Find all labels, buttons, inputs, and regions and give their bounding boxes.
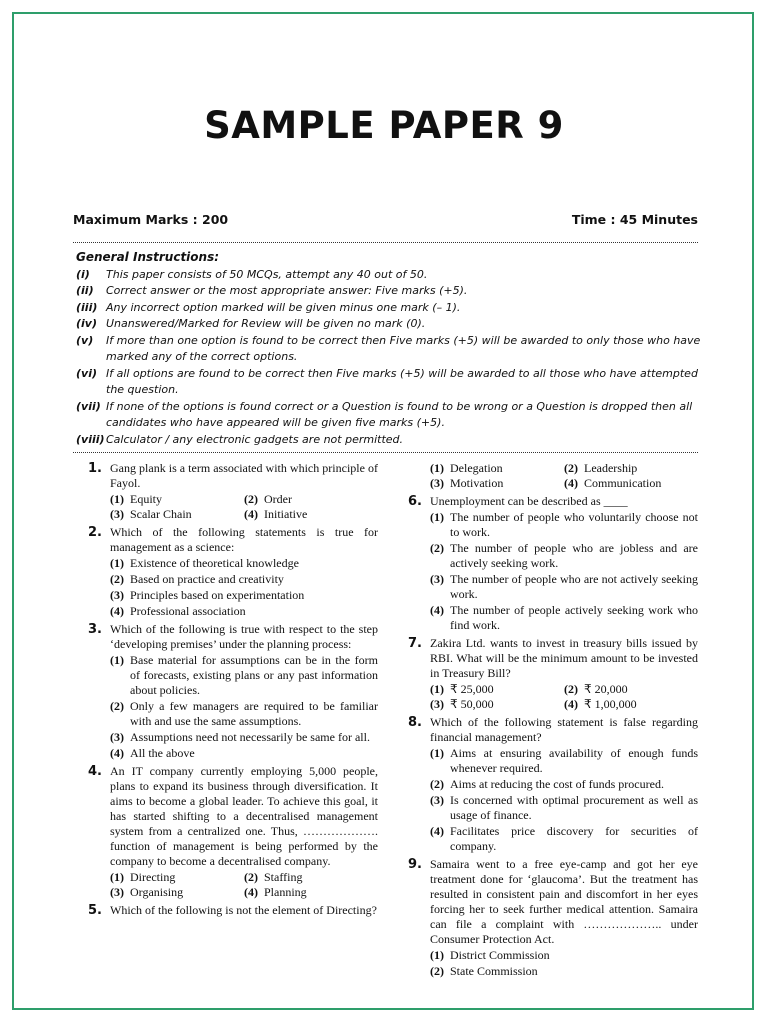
answer-option xyxy=(110,870,244,885)
instruction-text: Correct answer or the most appropriate answer: Five marks (+5). xyxy=(106,284,468,297)
instruction-text: If none of the options is found correct or a Question is found to be wrong or a Question is dropped then all candidates who have appeared will be given five marks (+5). xyxy=(106,399,693,429)
answer-option xyxy=(110,885,244,900)
question-5 xyxy=(88,903,378,918)
answer-option xyxy=(430,461,564,476)
option-number: (4) xyxy=(244,507,258,521)
question-number: 8. xyxy=(408,715,422,730)
answer-option xyxy=(430,541,698,571)
option-text: ₹ 50,000 xyxy=(450,697,494,711)
answer-option xyxy=(430,793,698,823)
answer-option xyxy=(430,777,698,792)
instruction-text: If all options are found to be correct then Five marks (+5) will be awarded to all those who have attempted the question. xyxy=(106,366,698,396)
instruction-number: (v) xyxy=(76,333,94,347)
answer-option xyxy=(110,556,378,571)
option-text: District Commission xyxy=(450,948,550,962)
instruction-text: Any incorrect option marked will be given minus one mark (– 1). xyxy=(106,300,461,314)
instruction-number: (vii) xyxy=(76,399,101,413)
option-number: (1) xyxy=(110,492,124,506)
question-number: 4. xyxy=(88,764,102,779)
instruction-number: (vi) xyxy=(76,366,97,380)
question-4 xyxy=(88,764,378,900)
answer-option xyxy=(564,476,698,491)
answer-option xyxy=(430,510,698,540)
question-text: An IT company currently employing 5,000 people, plans to expand its business through diversification. It aims to become a global leader. To achieve this goal, it has started shifting to a decentralised management system from a centralized one. Thus, ………………. function of management is being performed by the company to become a decentralised company. xyxy=(110,764,378,868)
option-text: Delegation xyxy=(450,461,503,475)
answer-option xyxy=(564,697,698,712)
instruction-number: (viii) xyxy=(76,432,105,446)
instruction-text: Unanswered/Marked for Review will be given no mark (0). xyxy=(106,317,426,330)
option-number: (4) xyxy=(430,603,444,617)
answer-option xyxy=(110,604,378,619)
option-number: (1) xyxy=(430,510,444,524)
option-text: The number of people who are jobless and are actively seeking work. xyxy=(450,541,698,570)
question-text: Samaira went to a free eye-camp and got her eye treatment done for ‘glaucoma’. But the treatment has resulted in consistent pain and discomfort in her eyes forcing her to seek further medical attention. Samaira can file a complaint with ……………….. under Consumer Protection Act. xyxy=(430,857,698,946)
option-text: Equity xyxy=(130,492,162,506)
option-text: Communication xyxy=(584,476,662,490)
answer-option xyxy=(244,870,378,885)
option-number: (3) xyxy=(430,697,444,711)
option-number: (2) xyxy=(430,541,444,555)
answer-option xyxy=(110,746,378,761)
answer-option xyxy=(430,824,698,854)
answer-option xyxy=(110,588,378,603)
answer-option xyxy=(430,476,564,491)
option-number: (4) xyxy=(244,885,258,899)
answer-option xyxy=(430,697,564,712)
option-number: (2) xyxy=(564,461,578,475)
answer-option xyxy=(430,572,698,602)
answer-option xyxy=(564,461,698,476)
instruction-item xyxy=(76,283,701,300)
option-text: Facilitates price discovery for securities of company. xyxy=(450,824,698,853)
option-text: Scalar Chain xyxy=(130,507,192,521)
question-number: 6. xyxy=(408,494,422,509)
right-column xyxy=(408,461,698,982)
option-text: Existence of theoretical knowledge xyxy=(130,556,299,570)
question-7 xyxy=(408,636,698,712)
time-allowed: Time : 45 Minutes xyxy=(571,212,698,227)
option-text: ₹ 1,00,000 xyxy=(584,697,637,711)
option-number: (1) xyxy=(430,948,444,962)
option-number: (3) xyxy=(430,793,444,807)
question-text: Which of the following statements is true for management as a science: xyxy=(110,525,378,554)
instruction-number: (i) xyxy=(76,267,90,281)
option-number: (2) xyxy=(110,699,124,713)
instruction-number: (iii) xyxy=(76,300,98,314)
answer-option xyxy=(430,746,698,776)
option-number: (1) xyxy=(110,653,124,667)
answer-option xyxy=(564,682,698,697)
option-number: (3) xyxy=(110,588,124,602)
instruction-text: If more than one option is found to be correct then Five marks (+5) will be awarded to only those who have marked any of the correct options. xyxy=(106,333,701,363)
question-text: Which of the following statement is false regarding financial management? xyxy=(430,715,698,744)
instruction-text: This paper consists of 50 MCQs, attempt any 40 out of 50. xyxy=(106,267,428,281)
answer-option xyxy=(110,730,378,745)
page-title: SAMPLE PAPER 9 xyxy=(204,104,564,147)
instruction-number: (ii) xyxy=(76,284,94,297)
option-number: (4) xyxy=(110,604,124,618)
question-number: 9. xyxy=(408,857,422,872)
question-text: Which of the following is true with respect to the step ‘developing premises’ under the planning process: xyxy=(110,622,378,651)
option-text: Based on practice and creativity xyxy=(130,572,284,586)
option-text: ₹ 20,000 xyxy=(584,682,628,696)
question-text: Gang plank is a term associated with which principle of Fayol. xyxy=(110,461,378,490)
option-number: (2) xyxy=(110,572,124,586)
instruction-item xyxy=(76,300,701,317)
option-number: (2) xyxy=(244,492,258,506)
option-text: The number of people who voluntarily choose not to work. xyxy=(450,510,698,539)
question-text: Which of the following is not the element of Directing? xyxy=(110,903,377,917)
option-number: (1) xyxy=(430,746,444,760)
option-number: (1) xyxy=(430,461,444,475)
maximum-marks: Maximum Marks : 200 xyxy=(73,212,229,227)
question-6 xyxy=(408,494,698,633)
instruction-item xyxy=(76,432,701,449)
option-number: (3) xyxy=(430,572,444,586)
question-number: 2. xyxy=(88,525,102,540)
option-text: The number of people who are not actively seeking work. xyxy=(450,572,698,601)
left-column xyxy=(88,461,378,921)
option-text: Base material for assumptions can be in the form of forecasts, existing plans or any past information about policies. xyxy=(130,653,378,697)
divider xyxy=(73,452,698,453)
option-text: The number of people actively seeking work who find work. xyxy=(450,603,698,632)
answer-option xyxy=(110,572,378,587)
option-number: (4) xyxy=(564,697,578,711)
instruction-number: (iv) xyxy=(76,317,97,330)
question-number: 3. xyxy=(88,622,102,637)
option-number: (2) xyxy=(244,870,258,884)
general-instructions xyxy=(76,249,701,448)
option-text: State Commission xyxy=(450,964,538,978)
option-text: Order xyxy=(264,492,292,506)
option-text: Only a few managers are required to be familiar with and use the same assumptions. xyxy=(130,699,378,728)
option-text: Aims at ensuring availability of enough funds whenever required. xyxy=(450,746,698,775)
question-2 xyxy=(88,525,378,619)
option-number: (2) xyxy=(564,682,578,696)
option-number: (1) xyxy=(110,870,124,884)
answer-option xyxy=(110,507,244,522)
option-number: (2) xyxy=(430,964,444,978)
option-number: (1) xyxy=(430,682,444,696)
answer-option xyxy=(110,699,378,729)
question-3 xyxy=(88,622,378,761)
option-number: (3) xyxy=(110,507,124,521)
question-number: 1. xyxy=(88,461,102,476)
answer-option xyxy=(430,948,698,963)
option-number: (4) xyxy=(564,476,578,490)
question-text: Zakira Ltd. wants to invest in treasury bills issued by RBI. What will be the minimum amount to be invested in Treasury Bill? xyxy=(430,636,698,680)
option-text: Motivation xyxy=(450,476,504,490)
option-text: Is concerned with optimal procurement as well as usage of finance. xyxy=(450,793,698,822)
option-text: All the above xyxy=(130,746,195,760)
answer-option xyxy=(110,492,244,507)
option-text: ₹ 25,000 xyxy=(450,682,494,696)
option-number: (4) xyxy=(430,824,444,838)
divider xyxy=(73,242,698,243)
option-text: Aims at reducing the cost of funds procured. xyxy=(450,777,664,791)
question-1 xyxy=(88,461,378,522)
instruction-item xyxy=(76,366,701,399)
answer-option xyxy=(244,507,378,522)
option-text: Leadership xyxy=(584,461,638,475)
answer-option xyxy=(110,653,378,698)
answer-option xyxy=(244,885,378,900)
question-text: Unemployment can be described as ____ xyxy=(430,494,628,508)
instruction-item xyxy=(76,333,701,366)
question-8 xyxy=(408,715,698,854)
option-number: (2) xyxy=(430,777,444,791)
option-number: (3) xyxy=(430,476,444,490)
option-number: (3) xyxy=(110,730,124,744)
question-number: 5. xyxy=(88,903,102,918)
question-number: 7. xyxy=(408,636,422,651)
option-number: (1) xyxy=(110,556,124,570)
option-text: Professional association xyxy=(130,604,246,618)
instructions-heading: General Instructions: xyxy=(76,250,220,264)
option-text: Staffing xyxy=(264,870,303,884)
answer-option xyxy=(430,964,698,979)
option-text: Directing xyxy=(130,870,176,884)
instruction-item xyxy=(76,316,701,333)
option-text: Principles based on experimentation xyxy=(130,588,305,602)
option-text: Planning xyxy=(264,885,307,899)
instruction-text: Calculator / any electronic gadgets are not permitted. xyxy=(106,432,404,446)
question-9 xyxy=(408,857,698,979)
instruction-item xyxy=(76,399,701,432)
option-number: (3) xyxy=(110,885,124,899)
question-5-options xyxy=(430,461,698,491)
option-text: Assumptions need not necessarily be same for all. xyxy=(130,730,370,744)
answer-option xyxy=(244,492,378,507)
instruction-item xyxy=(76,267,701,284)
answer-option xyxy=(430,682,564,697)
answer-option xyxy=(430,603,698,633)
option-text: Initiative xyxy=(264,507,308,521)
option-number: (4) xyxy=(110,746,124,760)
option-text: Organising xyxy=(130,885,184,899)
